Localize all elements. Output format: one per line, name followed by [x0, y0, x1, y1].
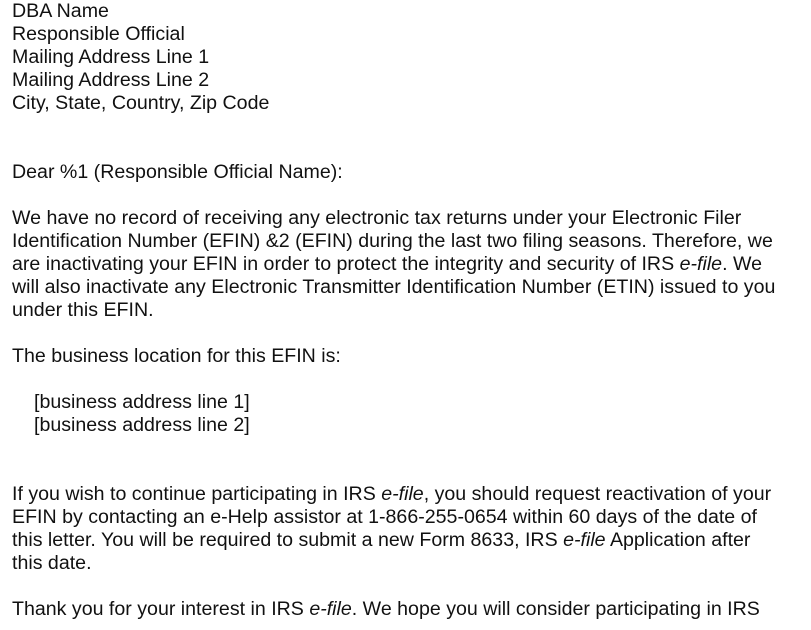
efile-emphasis: e-file [679, 253, 723, 275]
dba-name: DBA Name [12, 0, 109, 22]
text-line: We have no record of receiving any electronic tax returns under your Electronic Filer [12, 207, 742, 229]
business-location-intro: The business location for this EFIN is: [12, 345, 341, 367]
address-block [12, 0, 808, 115]
business-address-block [12, 391, 808, 437]
mailing-address-line-1: Mailing Address Line 1 [12, 46, 210, 68]
paragraph-inactivation-notice [12, 207, 808, 322]
text-line: Identification Number (EFIN) &2 (EFIN) during the last two filing seasons. Therefore, we [12, 230, 773, 252]
text-line: will also inactivate any Electronic Transmitter Identification Number (ETIN) issued to you [12, 276, 776, 298]
responsible-official: Responsible Official [12, 23, 185, 45]
text-line: If you wish to continue participating in IRS e-file, you should request reactivation of your [12, 483, 772, 505]
efile-emphasis: e-file [563, 529, 606, 551]
business-address-line-2: [business address line 2] [34, 414, 250, 436]
letter-page [12, 0, 808, 621]
mailing-address-line-2: Mailing Address Line 2 [12, 69, 210, 91]
text-line: under this EFIN. [12, 299, 154, 321]
salutation: Dear %1 (Responsible Official Name): [12, 161, 343, 183]
paragraph-reactivation [12, 483, 808, 575]
text-line: this letter. You will be required to submit a new Form 8633, IRS e-file Application after [12, 529, 751, 551]
text-line: Thank you for your interest in IRS e-file. We hope you will consider participating in IRS [12, 598, 760, 620]
efile-emphasis: e-file [381, 483, 424, 505]
text-line: EFIN by contacting an e-Help assistor at 1-866-255-0654 within 60 days of the date of [12, 506, 757, 528]
business-address-line-1: [business address line 1] [34, 391, 250, 413]
text-line: are inactivating your EFIN in order to protect the integrity and security of IRS e-file. We [12, 253, 763, 275]
text-line: this date. [12, 552, 92, 574]
city-state-zip: City, State, Country, Zip Code [12, 92, 270, 114]
paragraph-thank-you [12, 598, 808, 621]
efile-emphasis: e-file [309, 598, 352, 620]
